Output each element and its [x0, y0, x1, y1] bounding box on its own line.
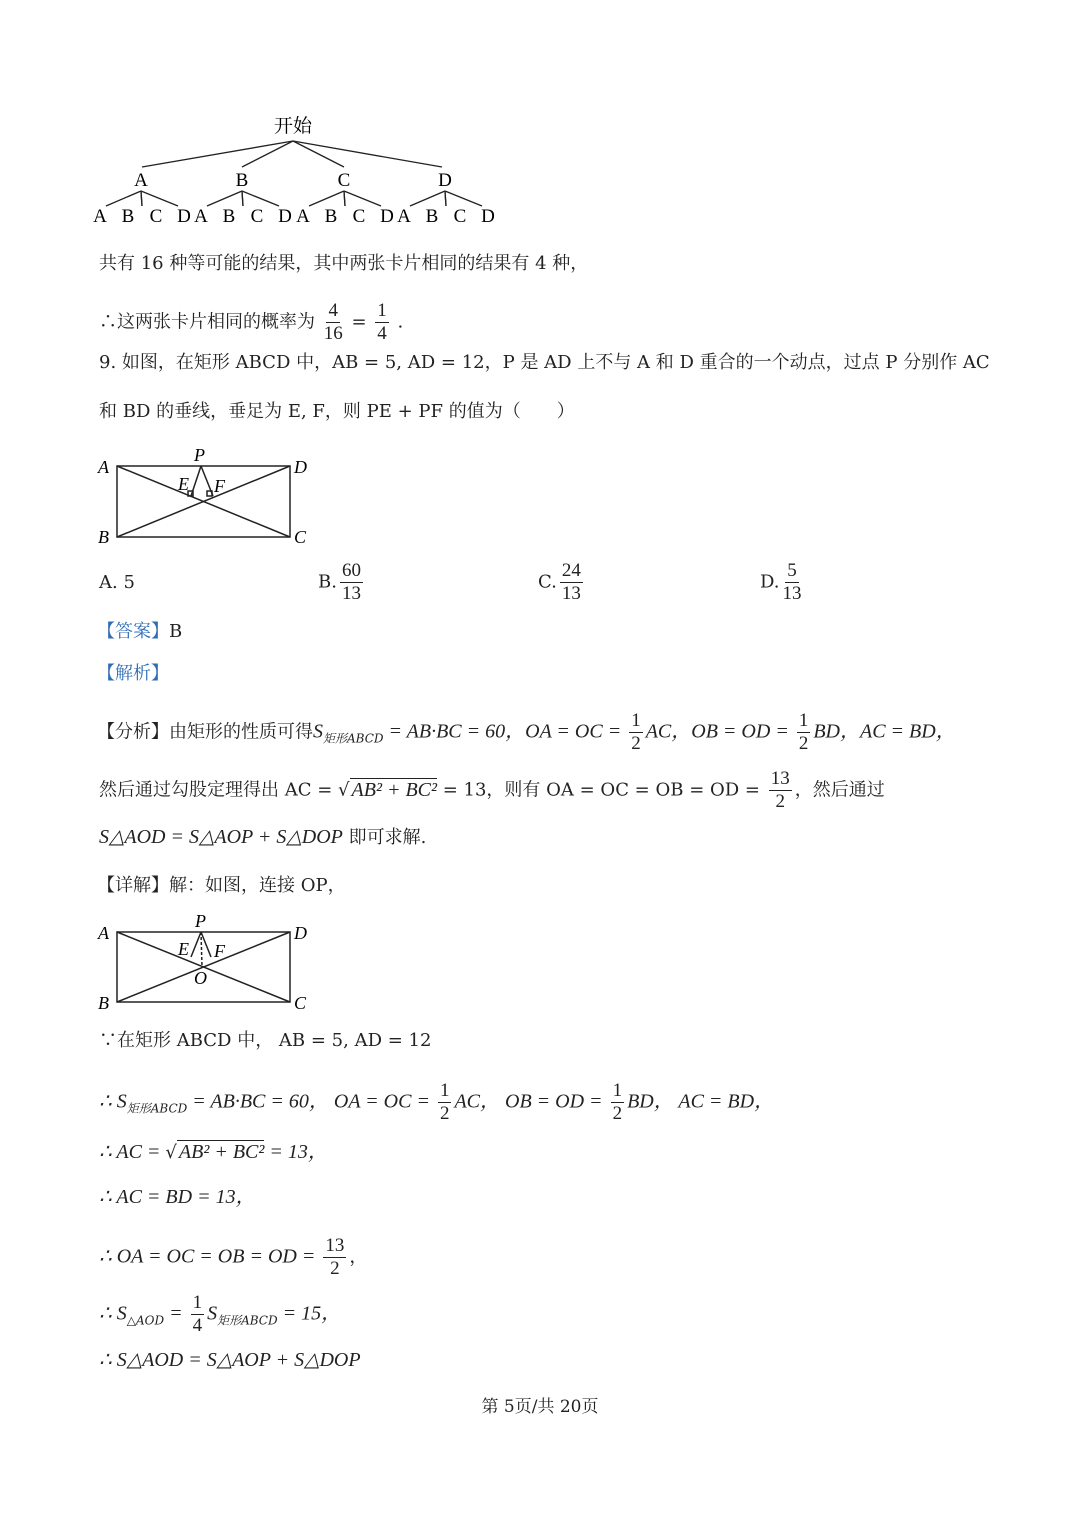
numerator: 5 — [787, 560, 797, 581]
tree-root: 开始 — [273, 116, 313, 137]
denominator: 2 — [439, 1103, 450, 1124]
option-d[interactable] — [760, 560, 805, 605]
denominator: 2 — [798, 733, 809, 754]
denominator: 13 — [782, 583, 802, 604]
numerator: 13 — [770, 768, 790, 789]
fenxi-tag: 【分析】 — [97, 721, 169, 743]
tree-branch — [242, 191, 279, 206]
tree-leaf: C — [149, 206, 163, 227]
label-a: A — [98, 923, 109, 943]
tree-leaf: B — [425, 206, 439, 227]
tree-node-b: B — [235, 170, 249, 191]
question-9-line1: 9. 如图，在矩形 ABCD 中，AB = 5, AD = 12，P 是 AD 上不与 A 和 D 重合的一个动点，过点 P 分别作 AC — [99, 352, 990, 373]
tree-leaf: D — [481, 206, 495, 227]
equals: = — [351, 311, 367, 333]
tree-leaf: C — [453, 206, 467, 227]
fraction — [797, 710, 811, 755]
tree-branch — [141, 191, 178, 206]
step-4: ∴ AC = BD = 13， — [99, 1186, 256, 1208]
tree-branch — [142, 141, 293, 167]
label-a: A — [98, 457, 109, 477]
denominator: 4 — [192, 1315, 203, 1336]
text: ， — [349, 1246, 368, 1268]
denominator: 2 — [612, 1103, 623, 1124]
option-label: D. — [760, 571, 780, 593]
step-1: ∵在矩形 ABCD 中， AB = 5, AD = 12 — [99, 1030, 432, 1051]
numerator: 4 — [328, 300, 338, 321]
tree-branch — [344, 191, 345, 206]
numerator: 1 — [612, 1080, 623, 1101]
fraction — [783, 560, 802, 605]
tree-leaf: A — [194, 206, 208, 227]
label-e: E — [178, 474, 189, 494]
answer-tag: 【答案】 — [97, 621, 169, 642]
rectangle-figure-with-o — [90, 905, 330, 1015]
math: = 15， — [277, 1302, 342, 1325]
text: ∴这两张卡片相同的概率为 — [99, 311, 315, 333]
math: = AB·BC = 60，OA = OC = — [383, 720, 627, 743]
math: S — [313, 720, 323, 743]
fraction — [769, 768, 792, 813]
analysis-line2: 然后通过勾股定理得出 AC = √ AB² + BC² = 13，则有 OA = OC = OB = OD = $\frac{13}{2}$ ，然后通过 — [99, 768, 885, 812]
text: 然后通过勾股定理得出 AC = — [99, 779, 339, 801]
step-6 — [99, 1292, 341, 1337]
sqrt-content: AB² + BC² — [178, 1141, 265, 1163]
math: BD， AC = BD， — [627, 1090, 775, 1113]
text: ，然后通过 — [794, 779, 885, 801]
page-footer: 第 5页/共 20页 — [481, 1397, 599, 1417]
subscript: 矩形ABCD — [323, 731, 384, 746]
text-line: 共有 16 种等可能的结果，其中两张卡片相同的结果有 4 种， — [99, 253, 589, 274]
option-label: B. — [318, 571, 337, 593]
tree-leaf: B — [121, 206, 135, 227]
denominator: 16 — [323, 323, 343, 344]
numerator: 13 — [325, 1235, 345, 1256]
sqrt-content: AB² + BC² — [351, 778, 437, 801]
label-p: P — [194, 445, 205, 465]
numerator: 60 — [341, 560, 361, 581]
analysis-tag: 【解析】 — [97, 663, 169, 684]
math: = 13， — [264, 1141, 328, 1163]
tree-leaf: D — [177, 206, 191, 227]
fraction — [323, 1235, 346, 1280]
analysis-line1 — [97, 710, 956, 755]
math: ∴ S — [99, 1090, 127, 1113]
tree-branch — [445, 191, 482, 206]
option-label: C. — [538, 571, 557, 593]
answer-line — [97, 620, 182, 644]
denominator: 2 — [631, 733, 641, 754]
step-5 — [99, 1235, 367, 1280]
math: ∴ OA = OC = OB = OD = — [99, 1245, 321, 1268]
tree-branch — [309, 191, 344, 206]
label-f: F — [214, 476, 225, 496]
tree-branch — [410, 191, 445, 206]
question-9-line2: 和 BD 的垂线，垂足为 E, F，则 PE + PF 的值为（ ） — [99, 401, 575, 422]
detail-line — [97, 874, 346, 898]
label-d: D — [294, 923, 307, 943]
denominator: 13 — [561, 583, 581, 604]
tree-node-a: A — [134, 170, 148, 191]
text: 由矩形的性质可得 — [169, 721, 313, 743]
label-e: E — [178, 939, 189, 959]
label-f: F — [214, 941, 225, 961]
math: ∴ S — [99, 1302, 127, 1325]
subscript: 矩形ABCD — [217, 1313, 278, 1328]
text: 解：如图，连接 OP， — [169, 875, 346, 896]
fraction — [191, 1292, 205, 1337]
tree-leaf: B — [324, 206, 338, 227]
subscript: △AOD — [126, 1313, 165, 1328]
math: AC， OB = OD = — [454, 1090, 608, 1113]
rectangle-figure — [90, 440, 330, 550]
tree-leaf: D — [278, 206, 292, 227]
detail-tag: 【详解】 — [97, 875, 169, 896]
tree-leaf: A — [93, 206, 107, 227]
numerator: 1 — [439, 1080, 450, 1101]
math: BD，AC = BD， — [813, 720, 956, 743]
tree-branch — [344, 191, 381, 206]
option-c[interactable] — [538, 560, 586, 605]
tree-leaf: B — [222, 206, 236, 227]
tree-node-c: C — [337, 170, 351, 191]
math: ∴ AC = — [99, 1141, 166, 1163]
math: = AB·BC = 60， OA = OC = — [187, 1090, 435, 1113]
tree-branch — [106, 191, 141, 206]
tree-leaf: C — [352, 206, 366, 227]
label-b: B — [98, 527, 109, 547]
fraction — [629, 710, 643, 755]
denominator: 2 — [330, 1258, 340, 1279]
fraction — [324, 300, 343, 345]
tree-branch — [141, 191, 142, 206]
tree-leaf: A — [397, 206, 411, 227]
denominator: 13 — [341, 583, 361, 604]
fraction — [340, 560, 363, 605]
step-2 — [99, 1080, 774, 1125]
answer-value: B — [169, 621, 183, 642]
period: . — [397, 311, 404, 333]
numerator: 1 — [192, 1292, 203, 1313]
fraction — [375, 300, 389, 345]
text: 即可求解. — [342, 827, 427, 848]
label-d: D — [294, 457, 307, 477]
label-c: C — [294, 527, 307, 547]
tree-leaf: C — [250, 206, 264, 227]
tree-leaf: A — [296, 206, 310, 227]
denominator: 4 — [377, 323, 387, 344]
tree-leaf: D — [380, 206, 394, 227]
numerator: 1 — [798, 710, 809, 731]
label-p: P — [195, 911, 206, 931]
text: = 13，则有 OA = OC = OB = OD = — [437, 779, 766, 801]
tree-branch — [207, 191, 242, 206]
tree-branch — [293, 141, 442, 167]
math: S△AOD = S△AOP + S△DOP — [99, 826, 343, 848]
analysis-line3 — [99, 825, 426, 850]
probability-line — [99, 300, 403, 345]
math: = — [164, 1302, 188, 1325]
fraction — [560, 560, 583, 605]
subscript: 矩形ABCD — [126, 1101, 188, 1116]
fraction — [611, 1080, 625, 1125]
step-3: ∴ AC = √ AB² + BC² = 13， — [99, 1141, 328, 1163]
numerator: 24 — [561, 560, 581, 581]
label-b: B — [98, 993, 109, 1013]
numerator: 1 — [377, 300, 387, 321]
tree-branch — [445, 191, 446, 206]
fraction — [438, 1080, 452, 1125]
option-a[interactable]: A. 5 — [99, 572, 135, 593]
tree-diagram — [90, 105, 510, 235]
denominator: 2 — [775, 791, 785, 812]
numerator: 1 — [631, 710, 641, 731]
label-c: C — [294, 993, 307, 1013]
math: AC，OB = OD = — [645, 720, 794, 743]
step-7: ∴ S△AOD = S△AOP + S△DOP — [99, 1349, 361, 1371]
tree-node-d: D — [438, 170, 452, 191]
tree-branch — [242, 191, 243, 206]
option-b[interactable] — [318, 560, 366, 605]
label-o: O — [194, 968, 207, 988]
math: S — [207, 1302, 218, 1325]
